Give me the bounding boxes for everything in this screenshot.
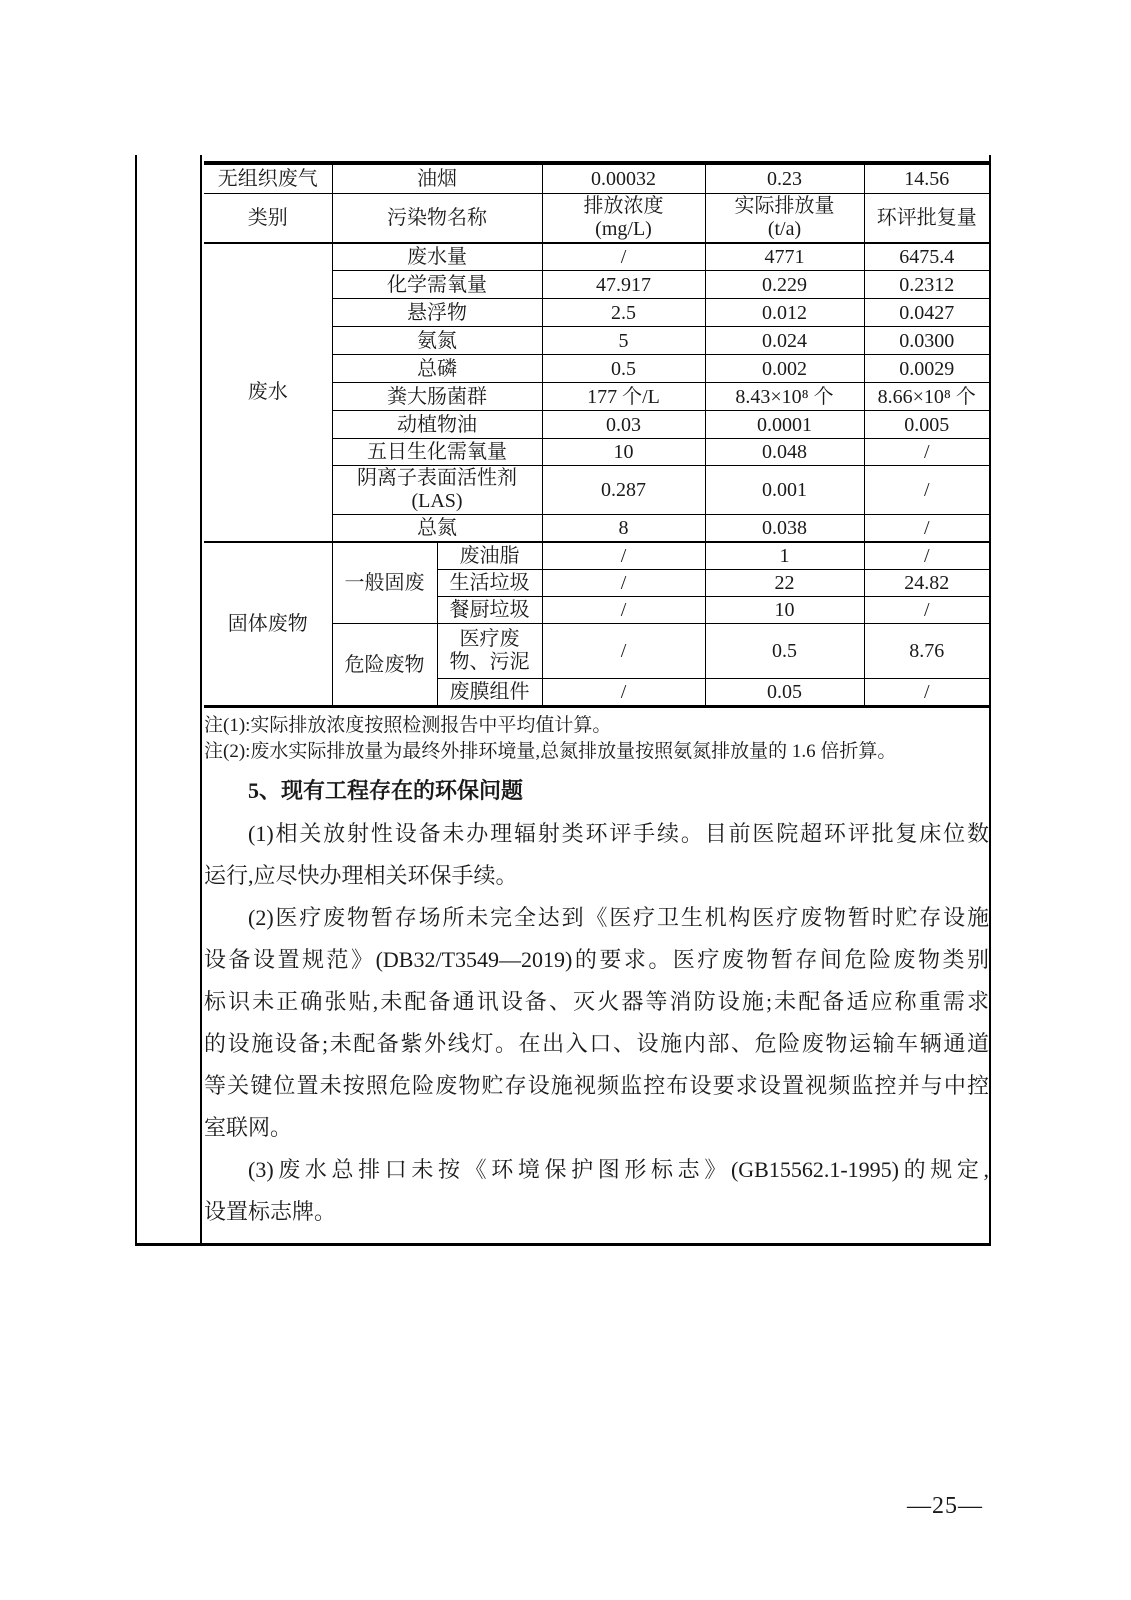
concentration-cell: / [542,542,705,570]
approved-amount-cell: 24.82 [864,570,989,597]
pollutant-name-line1: 医疗废 [459,628,520,650]
actual-emission-cell: 0.05 [705,679,864,707]
pollutant-name-cell: 废油脂 [437,542,542,570]
concentration-cell: 47.917 [542,271,705,299]
actual-emission-cell: 4771 [705,243,864,271]
table-notes [204,713,989,765]
approved-amount-cell: / [864,597,989,624]
page-number: —25— [907,1493,983,1519]
actual-emission-cell: 0.002 [705,355,864,383]
pollutant-name-cell: 油烟 [332,163,542,193]
actual-emission-cell: 0.229 [705,271,864,299]
content-area [204,155,989,1243]
actual-emission-cell: 8.43×10⁸ 个 [705,383,864,411]
concentration-cell: / [542,624,705,679]
section-body [204,813,989,1233]
pollutant-name-cell: 化学需氧量 [332,271,542,299]
paragraph-line: (1)相关放射性设备未办理辐射类环评手续。目前医院超环评批复床位数 [248,821,989,846]
paragraph-line: 设备设置规范》(DB32/T3549—2019)的要求。医疗废物暂存间危险废物类别 [204,947,989,972]
actual-emission-cell: 1 [705,542,864,570]
header-concentration-cell [542,193,705,243]
actual-emission-cell: 22 [705,570,864,597]
actual-emission-cell: 0.048 [705,439,864,466]
header-actual-title: 实际排放量 [734,194,835,217]
paragraph-line: 标识未正确张贴,未配备通讯设备、灭火器等消防设施;未配备适应称重需求 [204,989,989,1014]
pollutant-name-line1: 阴离子表面活性剂 [357,467,517,489]
pollutant-name-cell: 动植物油 [332,411,542,439]
pollutant-name-cell: 餐厨垃圾 [437,597,542,624]
concentration-cell: / [542,597,705,624]
actual-emission-cell: 0.5 [705,624,864,679]
approved-amount-cell: 6475.4 [864,243,989,271]
pollutant-name-cell [332,466,542,515]
category-cell-solid-waste: 固体废物 [204,542,332,707]
concentration-cell: 0.00032 [542,163,705,193]
approved-amount-cell: / [864,515,989,543]
actual-emission-cell: 0.012 [705,299,864,327]
approved-amount-cell: 8.76 [864,624,989,679]
table-note-2: 注(2):废水实际排放量为最终外排环境量,总氮排放量按照氨氮排放量的 1.6 倍折算。 [204,741,897,762]
pollutant-name-cell: 粪大肠菌群 [332,383,542,411]
paragraph-1 [204,813,989,897]
approved-amount-cell: 0.0427 [864,299,989,327]
pollutant-name-cell: 废水量 [332,243,542,271]
table-header-row [204,193,989,243]
paragraph-line: (2)医疗废物暂存场所未完全达到《医疗卫生机构医疗废物暂时贮存设施 [248,905,989,930]
approved-amount-cell: 0.2312 [864,271,989,299]
concentration-cell: 10 [542,439,705,466]
document-content-frame [135,155,991,1246]
actual-emission-cell: 0.23 [705,163,864,193]
pollutant-name-cell [437,624,542,679]
actual-emission-cell: 0.038 [705,515,864,543]
approved-amount-cell: 0.0029 [864,355,989,383]
actual-emission-cell: 10 [705,597,864,624]
concentration-cell: 5 [542,327,705,355]
paragraph-line: 室联网。 [204,1115,293,1140]
header-actual-unit: (t/a) [767,217,802,240]
pollutant-name-line2: (LAS) [411,490,463,512]
paragraph-line: (3)废水总排口未按《环境保护图形标志》(GB15562.1-1995)的规定, [248,1157,989,1182]
paragraph-line: 运行,应尽快办理相关环保手续。 [204,863,518,888]
pollutant-name-cell: 废膜组件 [437,679,542,707]
concentration-cell: / [542,243,705,271]
concentration-cell: 0.287 [542,466,705,515]
approved-amount-cell: / [864,679,989,707]
paragraph-line: 的设施设备;未配备紫外线灯。在出入口、设施内部、危险废物运输车辆通道 [204,1031,989,1056]
left-margin-column [137,155,202,1243]
approved-amount-cell: 0.0300 [864,327,989,355]
approved-amount-cell: 8.66×10⁸ 个 [864,383,989,411]
pollutant-name-line2: 物、污泥 [449,651,530,673]
approved-amount-cell: 0.005 [864,411,989,439]
section-heading: 5、现有工程存在的环保问题 [248,778,524,803]
pollutant-name-cell: 五日生化需氧量 [332,439,542,466]
category-cell-wastewater: 废水 [204,243,332,543]
header-concentration-unit: (mg/L) [595,217,652,240]
concentration-cell: 2.5 [542,299,705,327]
pollutant-name-cell: 悬浮物 [332,299,542,327]
pollutant-name-cell: 总氮 [332,515,542,543]
table-row [204,163,989,193]
paragraph-line: 设置标志牌。 [204,1199,337,1224]
approved-amount-cell: / [864,439,989,466]
actual-emission-cell: 0.001 [705,466,864,515]
subcategory-cell-hazardous: 危险废物 [332,624,437,707]
approved-amount-cell: / [864,466,989,515]
pollutant-name-cell: 总磷 [332,355,542,383]
concentration-cell: 0.03 [542,411,705,439]
header-concentration-title: 排放浓度 [583,194,664,217]
approved-amount-cell: 14.56 [864,163,989,193]
paragraph-line: 等关键位置未按照危险废物贮存设施视频监控布设要求设置视频监控并与中控 [204,1073,989,1098]
table-row [204,542,989,570]
header-pollutant-name-cell: 污染物名称 [332,193,542,243]
paragraph-2 [204,897,989,1149]
concentration-cell: / [542,570,705,597]
header-approved-cell: 环评批复量 [864,193,989,243]
concentration-cell: 8 [542,515,705,543]
concentration-cell: 0.5 [542,355,705,383]
concentration-cell: 177 个/L [542,383,705,411]
concentration-cell: / [542,679,705,707]
table-row [204,243,989,271]
category-cell: 无组织废气 [204,163,332,193]
pollutant-name-cell: 氨氮 [332,327,542,355]
approved-amount-cell: / [864,542,989,570]
pollutant-emission-table [204,161,989,708]
header-actual-cell [705,193,864,243]
paragraph-3 [204,1149,989,1233]
actual-emission-cell: 0.024 [705,327,864,355]
pollutant-name-cell: 生活垃圾 [437,570,542,597]
subcategory-cell-general: 一般固废 [332,542,437,624]
table-note-1: 注(1):实际排放浓度按照检测报告中平均值计算。 [204,715,612,736]
actual-emission-cell: 0.0001 [705,411,864,439]
header-category-cell: 类别 [204,193,332,243]
